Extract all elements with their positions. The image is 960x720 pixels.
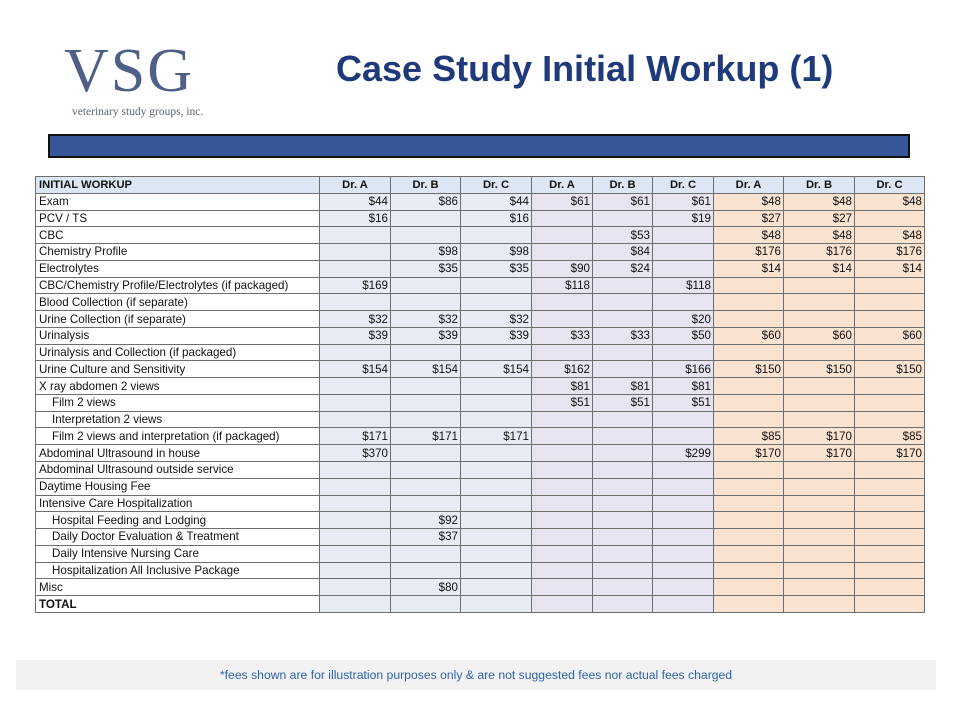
- table-header-row: [36, 177, 925, 194]
- fee-cell: [784, 512, 855, 529]
- fee-cell: [391, 495, 461, 512]
- table-row: [36, 361, 925, 378]
- fee-cell: [784, 545, 855, 562]
- total-row: [36, 596, 925, 613]
- fee-cell: [391, 277, 461, 294]
- fee-cell: [714, 294, 784, 311]
- fee-cell: [532, 462, 593, 479]
- fee-cell: [855, 478, 925, 495]
- fee-cell: [714, 344, 784, 361]
- fee-cell: [714, 596, 784, 613]
- fee-cell: [593, 294, 653, 311]
- fee-cell: $37: [391, 529, 461, 546]
- fee-cell: $60: [714, 327, 784, 344]
- header-doctor: Dr. B: [784, 177, 855, 194]
- fee-cell: [855, 529, 925, 546]
- page-title: Case Study Initial Workup (1): [336, 48, 834, 89]
- fee-cell: [461, 294, 532, 311]
- header-doctor: Dr. A: [320, 177, 391, 194]
- fee-cell: [714, 579, 784, 596]
- fee-cell: [532, 562, 593, 579]
- fee-cell: [855, 495, 925, 512]
- fee-cell: $85: [714, 428, 784, 445]
- fee-cell: [593, 495, 653, 512]
- row-label: Hospitalization All Inclusive Package: [36, 562, 320, 579]
- fee-cell: [320, 394, 391, 411]
- row-label: Interpretation 2 views: [36, 411, 320, 428]
- fee-cell: [320, 244, 391, 261]
- table-row: [36, 411, 925, 428]
- fee-cell: [784, 411, 855, 428]
- fee-cell: [593, 596, 653, 613]
- fee-cell: [653, 428, 714, 445]
- fee-cell: [714, 277, 784, 294]
- fee-cell: [532, 227, 593, 244]
- fee-cell: $16: [461, 210, 532, 227]
- fee-cell: [784, 277, 855, 294]
- header-doctor: Dr. B: [593, 177, 653, 194]
- fee-table: [35, 176, 925, 613]
- fee-cell: $118: [653, 277, 714, 294]
- table-row: [36, 462, 925, 479]
- fee-cell: [461, 596, 532, 613]
- fee-cell: $90: [532, 260, 593, 277]
- fee-cell: [593, 512, 653, 529]
- fee-cell: [461, 394, 532, 411]
- fee-cell: $61: [653, 193, 714, 210]
- fee-cell: $171: [461, 428, 532, 445]
- fee-cell: [391, 478, 461, 495]
- fee-cell: [532, 411, 593, 428]
- fee-cell: $81: [653, 378, 714, 395]
- row-label: Misc: [36, 579, 320, 596]
- row-label: Electrolytes: [36, 260, 320, 277]
- fee-cell: [653, 545, 714, 562]
- fee-cell: $48: [714, 227, 784, 244]
- fee-cell: [784, 478, 855, 495]
- fee-cell: $170: [784, 445, 855, 462]
- fee-cell: [653, 562, 714, 579]
- fee-cell: $118: [532, 277, 593, 294]
- fee-cell: [320, 579, 391, 596]
- fee-cell: [855, 411, 925, 428]
- fee-cell: [532, 210, 593, 227]
- fee-cell: $84: [593, 244, 653, 261]
- fee-cell: [320, 562, 391, 579]
- table-row: [36, 512, 925, 529]
- fee-cell: [593, 311, 653, 328]
- fee-cell: [784, 378, 855, 395]
- fee-cell: $32: [320, 311, 391, 328]
- fee-cell: [532, 478, 593, 495]
- row-label: Daily Doctor Evaluation & Treatment: [36, 529, 320, 546]
- fee-cell: [391, 344, 461, 361]
- fee-cell: [714, 512, 784, 529]
- fee-cell: [461, 579, 532, 596]
- fee-cell: [461, 545, 532, 562]
- fee-cell: [593, 579, 653, 596]
- fee-cell: $154: [461, 361, 532, 378]
- fee-cell: [461, 277, 532, 294]
- fee-cell: [855, 545, 925, 562]
- fee-cell: [532, 512, 593, 529]
- table-row: [36, 562, 925, 579]
- fee-cell: $86: [391, 193, 461, 210]
- fee-cell: [391, 445, 461, 462]
- fee-cell: [593, 344, 653, 361]
- fee-cell: [714, 394, 784, 411]
- row-label: Urine Collection (if separate): [36, 311, 320, 328]
- fee-cell: $48: [784, 193, 855, 210]
- fee-cell: [784, 394, 855, 411]
- fee-cell: [461, 478, 532, 495]
- fee-cell: [714, 478, 784, 495]
- fee-cell: $169: [320, 277, 391, 294]
- fee-cell: [653, 529, 714, 546]
- logo-mark: VSG: [64, 37, 195, 105]
- fee-cell: [320, 478, 391, 495]
- fee-cell: [320, 344, 391, 361]
- fee-cell: $14: [714, 260, 784, 277]
- fee-cell: $14: [784, 260, 855, 277]
- fee-cell: [593, 277, 653, 294]
- fee-cell: $166: [653, 361, 714, 378]
- row-label: Abdominal Ultrasound outside service: [36, 462, 320, 479]
- table-row: [36, 394, 925, 411]
- header-label: INITIAL WORKUP: [36, 177, 320, 194]
- fee-cell: $150: [855, 361, 925, 378]
- fee-cell: [714, 378, 784, 395]
- fee-cell: $154: [391, 361, 461, 378]
- fee-cell: [784, 311, 855, 328]
- fee-cell: [391, 596, 461, 613]
- fee-cell: [653, 495, 714, 512]
- fee-cell: [653, 260, 714, 277]
- fee-cell: [784, 562, 855, 579]
- row-label: Hospital Feeding and Lodging: [36, 512, 320, 529]
- fee-cell: [532, 344, 593, 361]
- fee-cell: [391, 210, 461, 227]
- fee-cell: [653, 227, 714, 244]
- row-label: PCV / TS: [36, 210, 320, 227]
- fee-cell: $35: [461, 260, 532, 277]
- fee-cell: [391, 378, 461, 395]
- fee-cell: [391, 562, 461, 579]
- fee-cell: [532, 311, 593, 328]
- fee-cell: $80: [391, 579, 461, 596]
- fee-cell: $27: [714, 210, 784, 227]
- row-label: Abdominal Ultrasound in house: [36, 445, 320, 462]
- fee-cell: [593, 210, 653, 227]
- row-label: Urine Culture and Sensitivity: [36, 361, 320, 378]
- fee-cell: $44: [461, 193, 532, 210]
- table-row: [36, 210, 925, 227]
- fee-cell: [593, 545, 653, 562]
- fee-cell: [532, 244, 593, 261]
- fee-cell: [855, 462, 925, 479]
- row-label: Exam: [36, 193, 320, 210]
- fee-cell: [855, 311, 925, 328]
- row-label: Urinalysis: [36, 327, 320, 344]
- fee-cell: $48: [855, 193, 925, 210]
- fee-cell: [391, 394, 461, 411]
- fee-cell: $98: [461, 244, 532, 261]
- fee-cell: [391, 462, 461, 479]
- fee-cell: [653, 462, 714, 479]
- fee-cell: $33: [593, 327, 653, 344]
- fee-cell: $19: [653, 210, 714, 227]
- row-label: Blood Collection (if separate): [36, 294, 320, 311]
- fee-cell: $150: [714, 361, 784, 378]
- fee-cell: [320, 462, 391, 479]
- fee-cell: [855, 596, 925, 613]
- fee-cell: [320, 545, 391, 562]
- fee-cell: [532, 545, 593, 562]
- fee-cell: [461, 445, 532, 462]
- row-label: CBC: [36, 227, 320, 244]
- header-doctor: Dr. B: [391, 177, 461, 194]
- fee-cell: [532, 529, 593, 546]
- fee-cell: $370: [320, 445, 391, 462]
- fee-cell: [784, 344, 855, 361]
- fee-cell: [653, 411, 714, 428]
- fee-cell: $39: [461, 327, 532, 344]
- fee-cell: $32: [461, 311, 532, 328]
- fee-cell: $24: [593, 260, 653, 277]
- fee-cell: [532, 445, 593, 462]
- fee-cell: [784, 462, 855, 479]
- fee-cell: $48: [855, 227, 925, 244]
- fee-cell: [320, 596, 391, 613]
- fee-cell: [532, 579, 593, 596]
- table-row: [36, 327, 925, 344]
- table-row: [36, 445, 925, 462]
- fee-cell: [593, 411, 653, 428]
- fee-cell: [593, 361, 653, 378]
- header-doctor: Dr. C: [653, 177, 714, 194]
- table-row: [36, 227, 925, 244]
- fee-cell: [784, 529, 855, 546]
- fee-cell: [461, 512, 532, 529]
- title-divider-bar: [48, 134, 910, 158]
- fee-cell: [784, 579, 855, 596]
- fee-cell: [784, 596, 855, 613]
- fee-cell: $39: [391, 327, 461, 344]
- fee-cell: $171: [391, 428, 461, 445]
- fee-cell: $61: [532, 193, 593, 210]
- header-doctor: Dr. A: [532, 177, 593, 194]
- fee-cell: [391, 294, 461, 311]
- fee-cell: [784, 495, 855, 512]
- table-row: [36, 529, 925, 546]
- fee-cell: [714, 462, 784, 479]
- fee-cell: [461, 495, 532, 512]
- fee-cell: $44: [320, 193, 391, 210]
- table-row: [36, 344, 925, 361]
- fee-cell: $85: [855, 428, 925, 445]
- fee-cell: [714, 562, 784, 579]
- fee-cell: [653, 344, 714, 361]
- row-label: Daytime Housing Fee: [36, 478, 320, 495]
- fee-cell: $51: [653, 394, 714, 411]
- row-label: Film 2 views and interpretation (if packaged): [36, 428, 320, 445]
- fee-cell: [784, 294, 855, 311]
- fee-cell: [320, 529, 391, 546]
- fee-cell: $170: [855, 445, 925, 462]
- fee-cell: $81: [532, 378, 593, 395]
- fee-cell: $48: [784, 227, 855, 244]
- fee-cell: [855, 512, 925, 529]
- row-label: X ray abdomen 2 views: [36, 378, 320, 395]
- fee-cell: $33: [532, 327, 593, 344]
- fee-cell: [714, 495, 784, 512]
- header-doctor: Dr. A: [714, 177, 784, 194]
- table-row: [36, 478, 925, 495]
- fee-cell: $39: [320, 327, 391, 344]
- fee-cell: [714, 529, 784, 546]
- fee-cell: $27: [784, 210, 855, 227]
- table-row: [36, 495, 925, 512]
- fee-cell: $32: [391, 311, 461, 328]
- fee-cell: [461, 562, 532, 579]
- table-row: [36, 311, 925, 328]
- fee-cell: [391, 227, 461, 244]
- fee-cell: [532, 428, 593, 445]
- fee-cell: [320, 294, 391, 311]
- fee-cell: [461, 344, 532, 361]
- fee-cell: [593, 562, 653, 579]
- fee-cell: [653, 512, 714, 529]
- fee-cell: [461, 411, 532, 428]
- fee-cell: [653, 596, 714, 613]
- table-row: [36, 193, 925, 210]
- fee-cell: [855, 579, 925, 596]
- fee-cell: [593, 445, 653, 462]
- fee-cell: [653, 579, 714, 596]
- fee-cell: [391, 411, 461, 428]
- row-label: Urinalysis and Collection (if packaged): [36, 344, 320, 361]
- fee-cell: [593, 428, 653, 445]
- fee-cell: [714, 311, 784, 328]
- fee-cell: [653, 478, 714, 495]
- fee-cell: [320, 227, 391, 244]
- fee-cell: [320, 260, 391, 277]
- fee-cell: $61: [593, 193, 653, 210]
- fee-cell: [320, 378, 391, 395]
- fee-cell: $14: [855, 260, 925, 277]
- row-label: Intensive Care Hospitalization: [36, 495, 320, 512]
- fee-cell: [855, 210, 925, 227]
- fee-cell: [855, 294, 925, 311]
- fee-cell: [653, 294, 714, 311]
- fee-cell: [461, 462, 532, 479]
- fee-cell: $16: [320, 210, 391, 227]
- fee-cell: [532, 294, 593, 311]
- fee-cell: $176: [714, 244, 784, 261]
- fee-cell: $92: [391, 512, 461, 529]
- fee-cell: $35: [391, 260, 461, 277]
- fee-cell: [532, 495, 593, 512]
- fee-cell: $48: [714, 193, 784, 210]
- fee-cell: [532, 596, 593, 613]
- fee-cell: [653, 244, 714, 261]
- row-label: Chemistry Profile: [36, 244, 320, 261]
- fee-cell: $53: [593, 227, 653, 244]
- table-row: [36, 579, 925, 596]
- fee-cell: $162: [532, 361, 593, 378]
- table-row: [36, 244, 925, 261]
- fee-cell: [855, 394, 925, 411]
- fee-cell: [855, 344, 925, 361]
- fee-cell: $170: [784, 428, 855, 445]
- fee-cell: $51: [593, 394, 653, 411]
- fee-cell: [855, 562, 925, 579]
- fee-cell: [320, 495, 391, 512]
- fee-cell: [855, 277, 925, 294]
- row-label: Daily Intensive Nursing Care: [36, 545, 320, 562]
- fee-cell: $299: [653, 445, 714, 462]
- fee-cell: $150: [784, 361, 855, 378]
- fee-cell: $176: [784, 244, 855, 261]
- table-row: [36, 545, 925, 562]
- fee-cell: [593, 529, 653, 546]
- fee-cell: $20: [653, 311, 714, 328]
- fee-cell: [593, 478, 653, 495]
- table-row: [36, 428, 925, 445]
- row-label: Film 2 views: [36, 394, 320, 411]
- logo-subtitle: veterinary study groups, inc.: [72, 106, 204, 118]
- fee-cell: $171: [320, 428, 391, 445]
- fee-cell: $81: [593, 378, 653, 395]
- fee-cell: $98: [391, 244, 461, 261]
- fee-cell: [391, 545, 461, 562]
- header-doctor: Dr. C: [461, 177, 532, 194]
- fee-cell: $170: [714, 445, 784, 462]
- table-row: [36, 378, 925, 395]
- fee-cell: $154: [320, 361, 391, 378]
- fee-cell: [461, 529, 532, 546]
- fee-cell: [461, 378, 532, 395]
- fee-cell: [714, 411, 784, 428]
- fee-cell: $51: [532, 394, 593, 411]
- fee-cell: $50: [653, 327, 714, 344]
- disclaimer-footer: *fees shown are for illustration purposes only & are not suggested fees nor actual fees charged: [16, 660, 936, 690]
- row-label: TOTAL: [36, 596, 320, 613]
- vsg-logo: [64, 37, 234, 120]
- fee-cell: [714, 545, 784, 562]
- header-doctor: Dr. C: [855, 177, 925, 194]
- table-row: [36, 294, 925, 311]
- table-row: [36, 277, 925, 294]
- fee-cell: $60: [855, 327, 925, 344]
- table-row: [36, 260, 925, 277]
- row-label: CBC/Chemistry Profile/Electrolytes (if packaged): [36, 277, 320, 294]
- fee-cell: [320, 512, 391, 529]
- fee-cell: $176: [855, 244, 925, 261]
- fee-cell: [593, 462, 653, 479]
- fee-cell: [855, 378, 925, 395]
- fee-cell: [320, 411, 391, 428]
- fee-cell: [461, 227, 532, 244]
- fee-cell: $60: [784, 327, 855, 344]
